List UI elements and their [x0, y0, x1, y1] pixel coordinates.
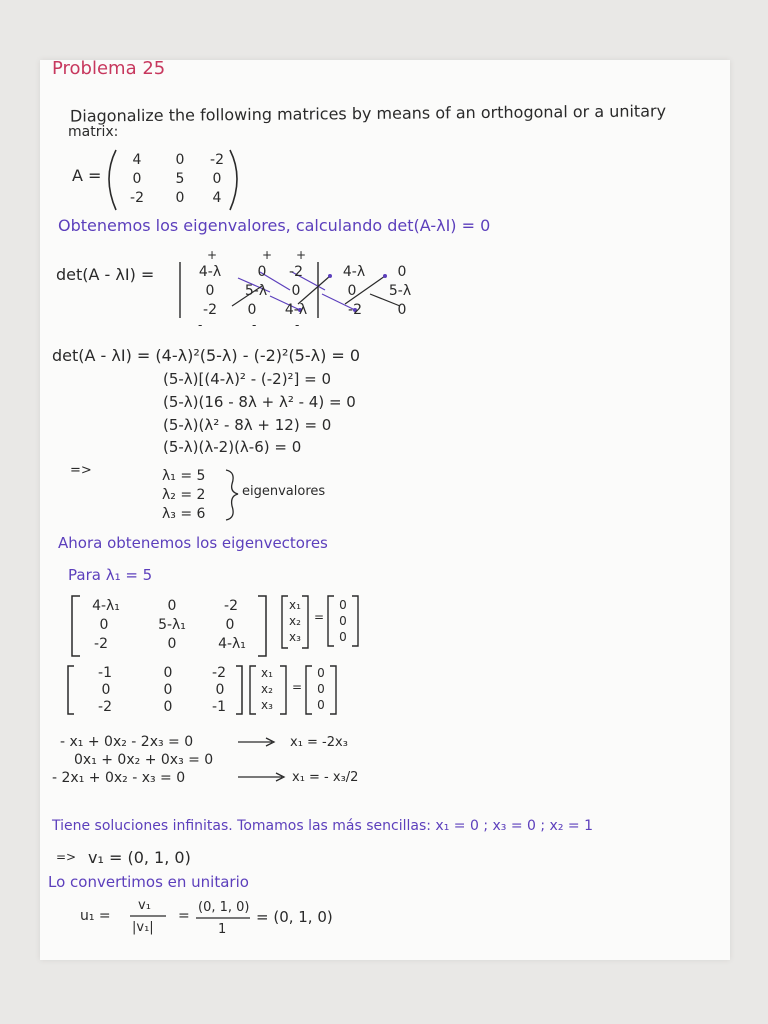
matrix-a-cell: -2 — [130, 190, 144, 206]
sarrus-cell: -2 — [289, 264, 303, 280]
system-2-x: x₁ — [261, 666, 273, 680]
unit-frac2-num: (0, 1, 0) — [198, 900, 250, 915]
matrix-a-label: A = — [72, 166, 102, 185]
system-2-cell: 0 — [163, 682, 173, 698]
sarrus-cell: 4-λ — [284, 302, 308, 318]
implies-arrow: => — [70, 463, 92, 478]
matrix-a-cell: -2 — [210, 152, 224, 168]
eigenvalue-1: λ₁ = 5 — [162, 468, 206, 484]
system-2-x: x₃ — [261, 698, 273, 712]
system-2-rhs: 0 — [317, 666, 325, 680]
sarrus-extra-cell: 5-λ — [388, 283, 412, 299]
system-1-equals: = — [314, 610, 325, 624]
system-1-rhs: 0 — [339, 598, 347, 612]
system-1-cell: 0 — [167, 636, 177, 652]
system-1-x: x₁ — [289, 598, 301, 612]
plus-sign: + — [207, 248, 218, 262]
system-2-rhs: 0 — [317, 698, 325, 712]
sarrus-cell: 4-λ — [198, 264, 222, 280]
matrix-a-cell: 4 — [132, 152, 142, 168]
equation-2: 0x₁ + 0x₂ + 0x₃ = 0 — [74, 752, 214, 768]
system-1-cell: 4-λ₁ — [218, 636, 246, 652]
system-2-x: x₂ — [261, 682, 273, 696]
system-1-cell: -2 — [94, 636, 108, 652]
case-lambda-1: Para λ₁ = 5 — [68, 566, 153, 584]
eigenvalues-label: eigenvalores — [242, 484, 326, 499]
system-2-equals: = — [292, 680, 303, 694]
minus-sign: - — [295, 318, 300, 332]
matrix-a-cell: 0 — [132, 171, 142, 187]
minus-sign: - — [198, 318, 203, 332]
implies-arrow-2: => — [56, 850, 77, 864]
step-eigenvalues: Obtenemos los eigenvalores, calculando det(A-λI) = 0 — [58, 216, 491, 235]
matrix-a-cell: 0 — [212, 171, 222, 187]
vector-v1: v₁ = (0, 1, 0) — [88, 848, 191, 867]
matrix-a-cell: 5 — [175, 171, 185, 187]
system-1-rhs: 0 — [339, 614, 347, 628]
sarrus-extra-cell: 0 — [397, 264, 407, 280]
det-step-2: (5-λ)[(4-λ)² - (-2)²] = 0 — [163, 370, 332, 388]
sarrus-label: det(A - λI) = — [56, 265, 155, 284]
det-step-4: (5-λ)(λ² - 8λ + 12) = 0 — [163, 416, 332, 434]
step-to-unit: Lo convertimos en unitario — [48, 873, 249, 891]
system-2-cell: 0 — [163, 665, 173, 681]
sarrus-extra-cell: 4-λ — [342, 264, 366, 280]
system-1-cell: -2 — [224, 598, 238, 614]
det-step-5: (5-λ)(λ-2)(λ-6) = 0 — [163, 438, 302, 456]
sarrus-cell: 5-λ — [244, 283, 268, 299]
minus-sign: - — [252, 318, 257, 332]
det-step-1: det(A - λI) = (4-λ)²(5-λ) - (-2)²(5-λ) = 0 — [52, 346, 361, 365]
sarrus-extra-cell: 0 — [347, 283, 357, 299]
plus-sign: + — [296, 248, 307, 262]
system-1-cell: 0 — [225, 617, 235, 633]
sarrus-extra-cell: 0 — [397, 302, 407, 318]
system-2-cell: -1 — [98, 665, 112, 681]
det-step-3: (5-λ)(16 - 8λ + λ² - 4) = 0 — [163, 393, 356, 411]
unit-result: = (0, 1, 0) — [256, 908, 333, 926]
system-2-rhs: 0 — [317, 682, 325, 696]
unit-frac1-num: v₁ — [138, 898, 151, 913]
system-2-cell: -1 — [212, 699, 226, 715]
unit-frac2-den: 1 — [218, 922, 227, 937]
system-1-cell: 5-λ₁ — [158, 617, 186, 633]
system-2-cell: -2 — [98, 699, 112, 715]
sarrus-cell: 0 — [205, 283, 215, 299]
system-2-cell: 0 — [101, 682, 111, 698]
sarrus-cell: 0 — [291, 283, 301, 299]
system-1-cell: 0 — [167, 598, 177, 614]
matrix-a-cell: 4 — [212, 190, 222, 206]
matrix-a-cell: 0 — [175, 152, 185, 168]
equation-3-result: x₁ = - x₃/2 — [292, 770, 359, 785]
equation-1: - x₁ + 0x₂ - 2x₃ = 0 — [60, 734, 194, 750]
sarrus-cell: 0 — [247, 302, 257, 318]
unit-frac1-den: |v₁| — [132, 920, 154, 935]
unit-vector-lhs: u₁ = — [80, 908, 111, 924]
equation-1-result: x₁ = -2x₃ — [290, 735, 348, 750]
eigenvalue-2: λ₂ = 2 — [162, 487, 206, 503]
step-eigenvectors: Ahora obtenemos los eigenvectores — [58, 534, 328, 552]
sarrus-cell: -2 — [203, 302, 217, 318]
eigenvalue-3: λ₃ = 6 — [162, 506, 206, 522]
system-1-x: x₂ — [289, 614, 301, 628]
unit-eq: = — [178, 908, 190, 924]
infinite-solutions-note: Tiene soluciones infinitas. Tomamos las más sencillas: x₁ = 0 ; x₃ = 0 ; x₂ = 1 — [52, 818, 593, 834]
page-title: Problema 25 — [52, 58, 166, 79]
system-1-cell: 0 — [99, 617, 109, 633]
plus-sign: + — [262, 248, 273, 262]
system-1-x: x₃ — [289, 630, 301, 644]
system-2-cell: -2 — [212, 665, 226, 681]
statement-line-2: matrix: — [68, 124, 119, 140]
system-2-cell: 0 — [163, 699, 173, 715]
sarrus-extra-cell: -2 — [348, 302, 362, 318]
matrix-a-cell: 0 — [175, 190, 185, 206]
equation-3: - 2x₁ + 0x₂ - x₃ = 0 — [52, 770, 186, 786]
system-1-cell: 4-λ₁ — [92, 598, 120, 614]
statement-line-1: Diagonalize the following matrices by means of an orthogonal or a unitary — [69, 101, 667, 126]
system-2-cell: 0 — [215, 682, 225, 698]
sarrus-cell: 0 — [257, 264, 267, 280]
system-1-rhs: 0 — [339, 630, 347, 644]
